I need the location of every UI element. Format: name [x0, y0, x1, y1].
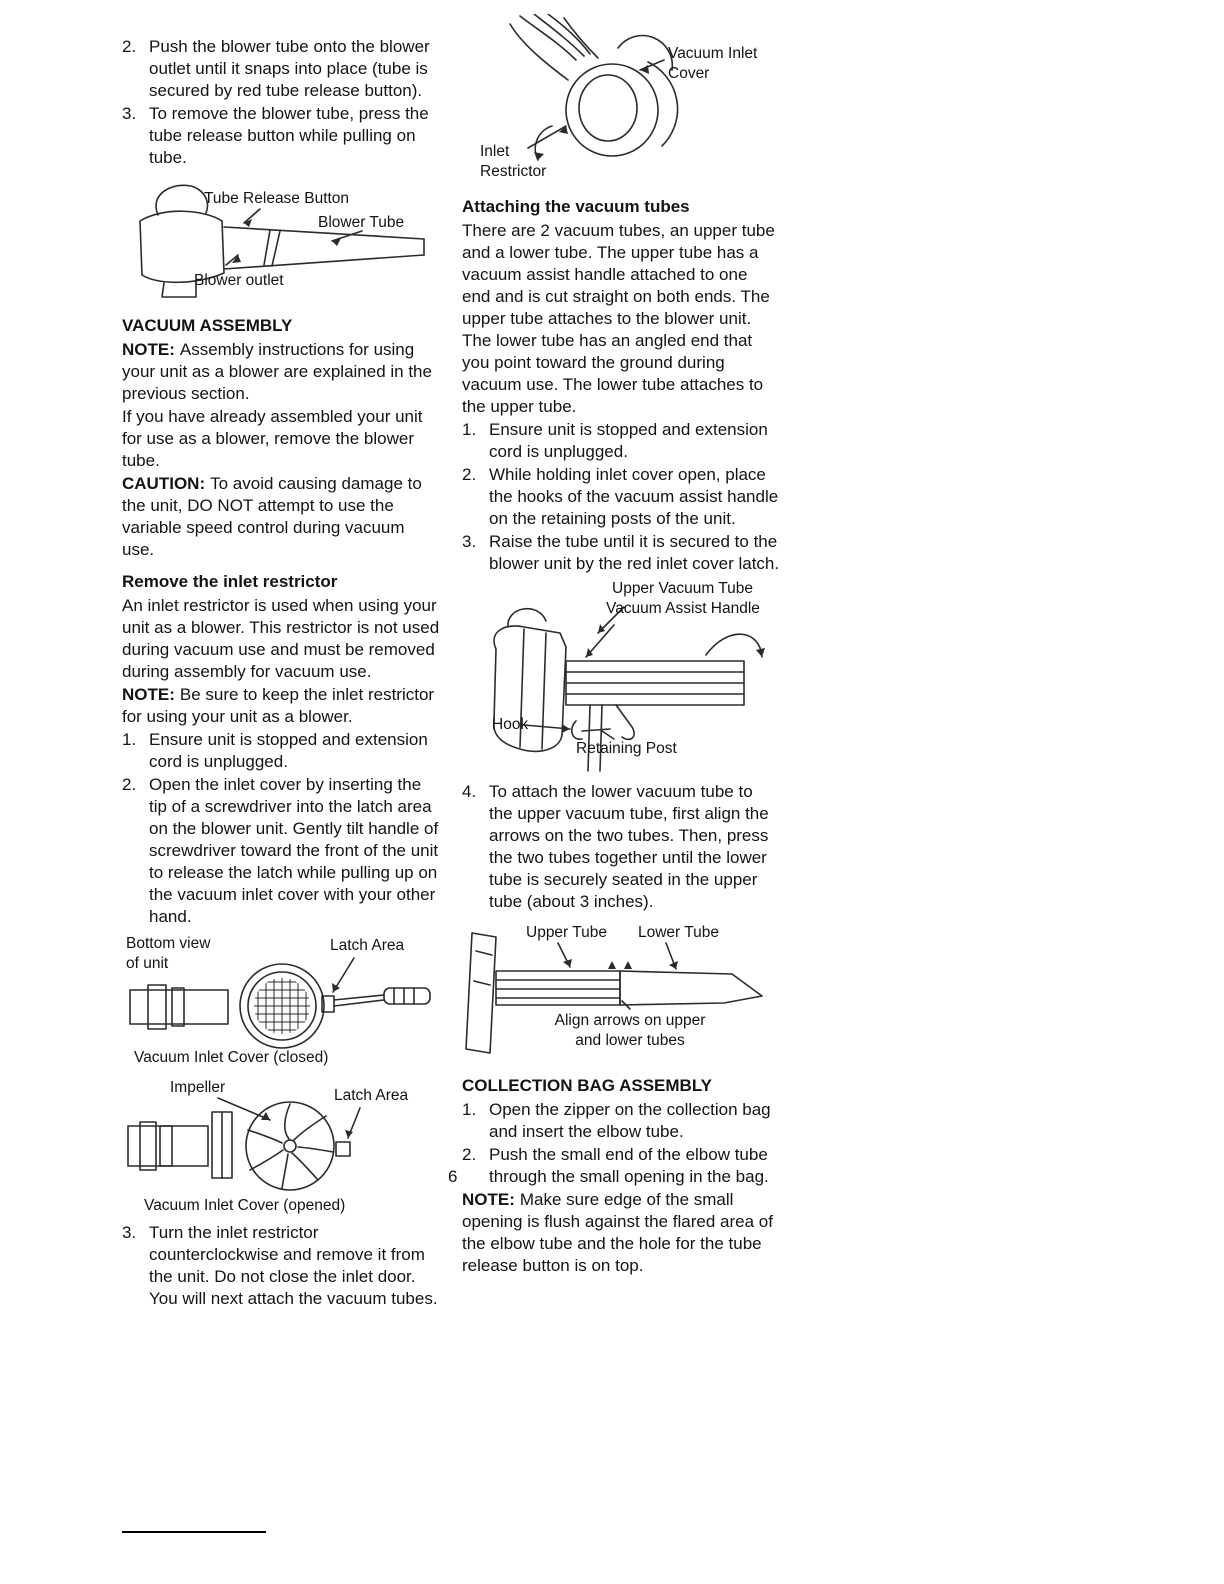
label-upper-tube: Upper Tube [526, 924, 607, 941]
caution-label: CAUTION: [122, 474, 206, 493]
page-number: 6 [448, 1167, 458, 1186]
note-paragraph [122, 339, 440, 405]
label-vacuum-inlet-cover: Vacuum Inlet Cover [668, 45, 758, 82]
step-item [462, 781, 780, 913]
note-label: NOTE: [122, 340, 175, 359]
label-blower-outlet: Blower outlet [194, 272, 284, 289]
heading-attaching-vacuum-tubes: Attaching the vacuum tubes [462, 197, 690, 216]
label-align-arrows: Align arrows on upper and lower tubes [554, 1012, 706, 1049]
step-item [122, 1222, 440, 1310]
step-text: Ensure unit is stopped and extension cord is unplugged. [489, 420, 768, 461]
step-number: 2. [122, 775, 137, 794]
step-item [122, 103, 440, 169]
step-text: Push the small end of the elbow tube through the small opening in the bag. [489, 1145, 769, 1186]
step-number: 3. [122, 1223, 137, 1242]
paragraph: If you have already assembled your unit for use as a blower, remove the blower tube. [122, 407, 423, 470]
label-retaining-post: Retaining Post [576, 740, 677, 757]
step-item [122, 36, 440, 102]
label-hook: Hook [492, 716, 529, 733]
step-number: 1. [122, 730, 137, 749]
note-label: NOTE: [462, 1190, 515, 1209]
step-text: Raise the tube until it is secured to the blower unit by the red inlet cover latch. [489, 532, 780, 573]
figure-tube-alignment [462, 917, 780, 1065]
label-impeller: Impeller [170, 1079, 226, 1096]
label-tube-release-button: Tube Release Button [204, 190, 350, 207]
step-item [462, 419, 780, 463]
step-text: Turn the inlet restrictor counterclockwise and remove it from the unit. Do not close the inlet door. You will next attach the vacuum tubes. [149, 1223, 438, 1308]
figure-upper-vacuum-tube [462, 579, 780, 775]
caution-text: To avoid causing damage to the unit, DO NOT attempt to use the variable speed control during vacuum use. [122, 474, 422, 559]
caution-paragraph [122, 473, 440, 561]
label-blower-tube: Blower Tube [318, 214, 405, 231]
step-item [122, 729, 440, 773]
note-paragraph [462, 1189, 780, 1277]
heading-vacuum-assembly: VACUUM ASSEMBLY [122, 316, 293, 335]
step-text: While holding inlet cover open, place the hooks of the vacuum assist handle on the retaining posts of the unit. [489, 465, 779, 528]
right-column [462, 14, 780, 1278]
step-text: Open the zipper on the collection bag and insert the elbow tube. [489, 1100, 771, 1141]
note-text: Make sure edge of the small opening is flush against the flared area of the elbow tube and the hole for the tube release button is on top. [462, 1190, 773, 1275]
note-text: Be sure to keep the inlet restrictor for using your unit as a blower. [122, 685, 435, 726]
step-number: 1. [462, 1100, 477, 1119]
label-upper-vacuum-tube: Upper Vacuum Tube [612, 580, 754, 597]
paragraph: An inlet restrictor is used when using your unit as a blower. This restrictor is not used during vacuum use and must be removed during assembly for vacuum use. [122, 596, 440, 681]
label-lower-tube: Lower Tube [638, 924, 719, 941]
step-text: Open the inlet cover by inserting the tip of a screwdriver into the latch area on the blower unit. Gently tilt handle of screwdriver toward the front of the unit to release the latch while pulling up on the vacuum inlet cover with your other hand. [149, 775, 439, 926]
note-paragraph [122, 684, 440, 728]
step-number: 3. [122, 104, 137, 123]
step-text: Push the blower tube onto the blower outlet until it snaps into place (tube is secured by red tube release button). [149, 37, 430, 100]
label-latch-area: Latch Area [334, 1087, 409, 1104]
step-number: 2. [462, 465, 477, 484]
caption-vacuum-inlet-cover-closed: Vacuum Inlet Cover (closed) [134, 1049, 329, 1066]
label-latch-area: Latch Area [330, 937, 405, 954]
step-text: To remove the blower tube, press the tube release button while pulling on tube. [149, 104, 429, 167]
note-text: Assembly instructions for using your unit as a blower are explained in the previous section. [122, 340, 432, 403]
heading-collection-bag-assembly: COLLECTION BAG ASSEMBLY [462, 1076, 712, 1095]
caption-vacuum-inlet-cover-opened: Vacuum Inlet Cover (opened) [144, 1197, 346, 1214]
figure-inlet-cover [462, 14, 780, 186]
step-item [462, 1144, 780, 1188]
label-bottom-view-of-unit: Bottom view of unit [126, 935, 211, 972]
step-item [122, 774, 440, 928]
left-column [122, 36, 440, 1311]
step-number: 2. [122, 37, 137, 56]
note-label: NOTE: [122, 685, 175, 704]
figure-bottom-view [122, 934, 440, 1070]
step-text: Ensure unit is stopped and extension cord is unplugged. [149, 730, 428, 771]
paragraph: There are 2 vacuum tubes, an upper tube and a lower tube. The upper tube has a vacuum assist handle attached to one end and is cut straight on both ends. The upper tube attaches to the blower unit. The lower tube has an angled end that you point toward the ground during vacuum use. The lower tube attaches to the upper tube. [462, 221, 775, 416]
step-item [462, 1099, 780, 1143]
label-inlet-restrictor: Inlet Restrictor [480, 143, 547, 180]
step-text: To attach the lower vacuum tube to the upper vacuum tube, first align the arrows on the two tubes. Then, press the two tubes together until the lower tube is securely seated in the upper tube (about 3 inches). [489, 782, 769, 911]
heading-remove-inlet-restrictor: Remove the inlet restrictor [122, 572, 338, 591]
figure-impeller [122, 1078, 440, 1218]
step-item [462, 464, 780, 530]
step-number: 2. [462, 1145, 477, 1164]
footer-rule [122, 1531, 266, 1533]
label-vacuum-assist-handle: Vacuum Assist Handle [606, 600, 760, 617]
step-number: 3. [462, 532, 477, 551]
step-item [462, 531, 780, 575]
step-number: 4. [462, 782, 477, 801]
step-number: 1. [462, 420, 477, 439]
figure-blower [122, 175, 440, 305]
